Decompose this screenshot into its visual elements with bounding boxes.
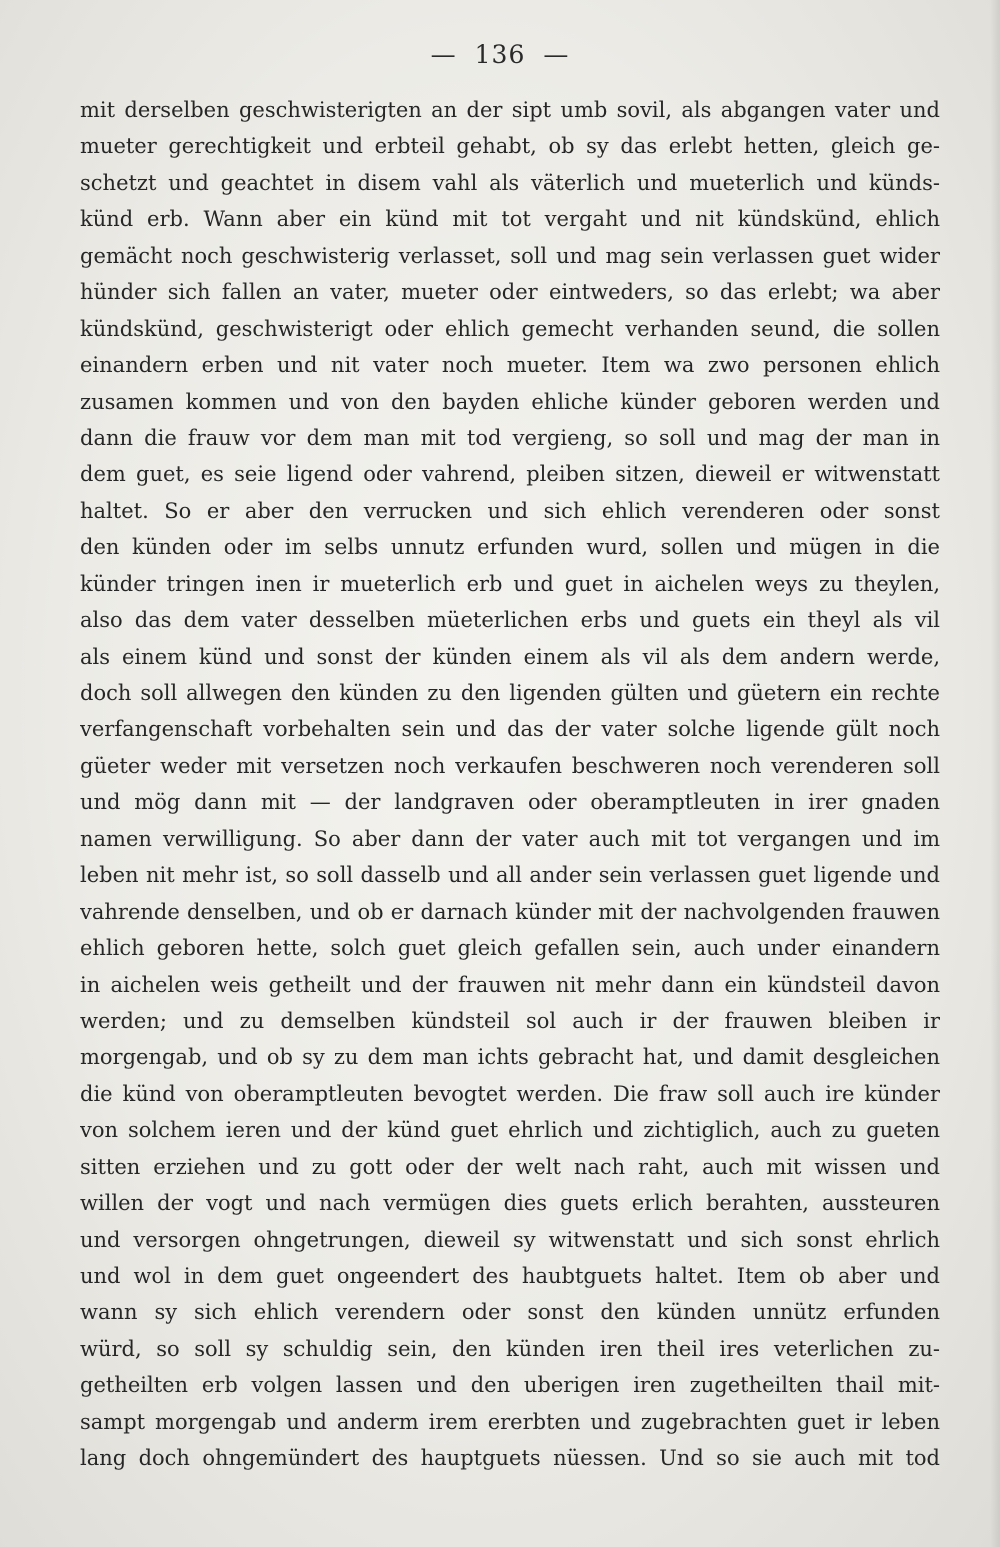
text-line: mueter gerechtigkeit und erbteil gehabt, ob sy das erlebt hetten, gleich ge- xyxy=(80,134,940,159)
text-line: von solchem ieren und der künd guet ehrlich und zichtiglich, auch zu gueten xyxy=(80,1118,940,1143)
text-line: sitten erziehen und zu gott oder der welt nach raht, auch mit wissen und xyxy=(80,1154,940,1179)
text-line: in aichelen weis getheilt und der frauwen nit mehr dann ein kündsteil davon xyxy=(80,972,940,997)
text-line: namen verwilligung. So aber dann der vater auch mit tot vergangen und im xyxy=(80,826,940,851)
text-line: kündskünd, geschwisterigt oder ehlich gemecht verhanden seund, die sollen xyxy=(80,316,940,341)
text-line: künd erb. Wann aber ein künd mit tot vergaht und nit kündskünd, ehlich xyxy=(80,207,940,232)
text-line: werden; und zu demselben kündsteil sol auch ir der frauwen bleiben ir xyxy=(80,1008,940,1033)
body-text xyxy=(80,92,940,1477)
text-line: und versorgen ohngetrungen, dieweil sy witwenstatt und sich sonst ehrlich xyxy=(80,1227,940,1252)
text-line: doch soll allwegen den künden zu den ligenden gülten und güetern ein rechte xyxy=(80,681,940,705)
text-line: die künd von oberamptleuten bevogtet werden. Die fraw soll auch ire künder xyxy=(80,1081,940,1106)
text-line: haltet. So er aber den verrucken und sich ehlich verenderen oder sonst xyxy=(80,498,940,523)
page-edge-shadow xyxy=(990,0,1000,1547)
text-line: also das dem vater desselben müeterlichen erbs und guets ein theyl als vil xyxy=(80,608,940,633)
header-dash-left: — xyxy=(430,40,457,69)
text-line: schetzt und geachtet in disem vahl als väterlich und mueterlich und künds- xyxy=(80,170,940,195)
text-line: mit derselben geschwisterigten an der sipt umb sovil, als abgangen vater und xyxy=(80,98,940,122)
text-line: dann die frauw vor dem man mit tod vergieng, so soll und mag der man in xyxy=(80,425,940,450)
text-line: würd, so soll sy schuldig sein, den künden iren theil ires veterlichen zu- xyxy=(80,1336,940,1361)
text-line: künder tringen inen ir mueterlich erb und guet in aichelen weys zu theylen, xyxy=(80,571,940,596)
text-line: hünder sich fallen an vater, mueter oder eintweders, so das erlebt; wa aber xyxy=(80,280,940,305)
text-line: zusamen kommen und von den bayden ehliche künder geboren werden und xyxy=(80,389,940,414)
text-line: güeter weder mit versetzen noch verkaufen beschweren noch verenderen soll xyxy=(80,753,940,778)
text-line: verfangenschaft vorbehalten sein und das der vater solche ligende gült noch xyxy=(80,717,940,742)
text-line: lang doch ohngemündert des hauptguets nüessen. Und so sie auch mit tod xyxy=(80,1446,940,1471)
text-line: leben nit mehr ist, so soll dasselb und all ander sein verlassen guet ligende und xyxy=(80,863,940,888)
text-line: wann sy sich ehlich verendern oder sonst den künden unnütz erfunden xyxy=(80,1300,940,1325)
text-line: einandern erben und nit vater noch mueter. Item wa zwo personen ehlich xyxy=(80,353,940,378)
text-line: sampt morgengab und anderm irem ererbten und zugebrachten guet ir leben xyxy=(80,1409,940,1434)
text-line: gemächt noch geschwisterig verlasset, soll und mag sein verlassen guet wider xyxy=(80,243,940,268)
text-line: und mög dann mit — der landgraven oder oberamptleuten in irer gnaden xyxy=(80,790,940,815)
page-number-header xyxy=(0,40,1000,69)
text-line: morgengab, und ob sy zu dem man ichts gebracht hat, und damit desgleichen xyxy=(80,1045,940,1070)
text-line: dem guet, es seie ligend oder vahrend, pleiben sitzen, dieweil er witwenstatt xyxy=(80,462,940,487)
header-dash-right: — xyxy=(543,40,570,69)
text-line: ehlich geboren hette, solch guet gleich gefallen sein, auch under einandern xyxy=(80,936,940,961)
page-number: 136 xyxy=(474,40,526,69)
text-line: als einem künd und sonst der künden einem als vil als dem andern werde, xyxy=(80,644,940,669)
text-line: vahrende denselben, und ob er darnach künder mit der nachvolgenden frauwen xyxy=(80,899,940,924)
text-line: und wol in dem guet ongeendert des haubtguets haltet. Item ob aber und xyxy=(80,1264,940,1288)
text-line: den künden oder im selbs unnutz erfunden wurd, sollen und mügen in die xyxy=(80,535,940,560)
text-line: willen der vogt und nach vermügen dies guets erlich berahten, aussteuren xyxy=(80,1191,940,1216)
text-line: getheilten erb volgen lassen und den uberigen iren zugetheilten thail mit- xyxy=(80,1373,940,1398)
